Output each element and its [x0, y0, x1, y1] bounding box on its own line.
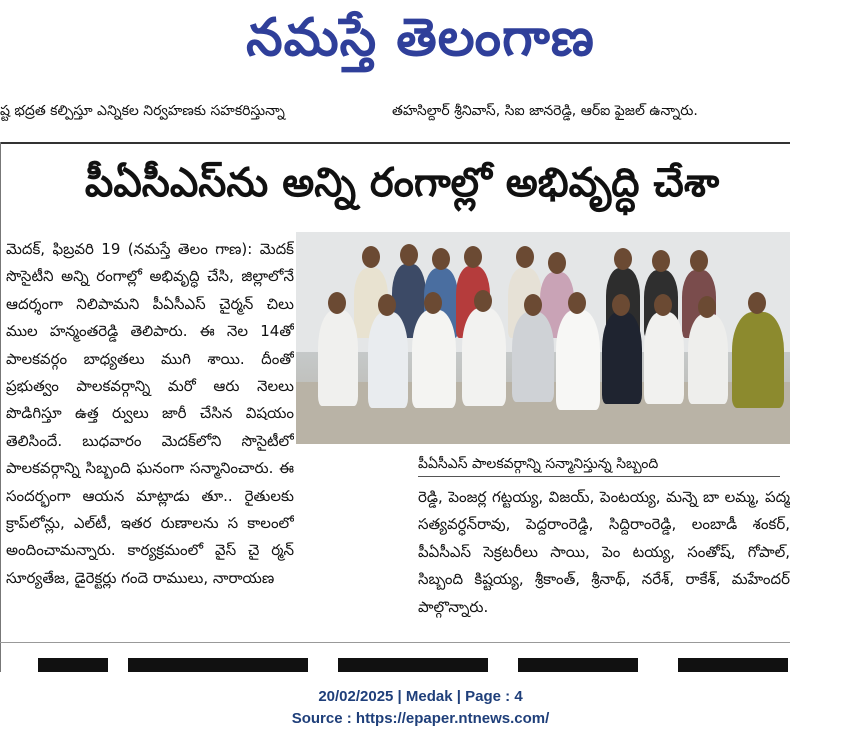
photo-person-head	[424, 292, 442, 314]
next-headline-cutoff	[38, 650, 788, 672]
photo-person-head	[748, 292, 766, 314]
cutoff-stroke	[518, 658, 638, 672]
article-body-right: రెడ్డి, పెంజర్ల గట్టయ్య, విజయ్, పెంటయ్య, మన్నె బా లమ్మ, పద్మ సత్యవర్ధన్‌రావు, పెద్దరాంరెడ్డి, సిద్దిరాంరెడ్డి, లంబాడీ శంకర్, పీఏసీఎస్ సెక్రటరీలు సాయి, పెం టయ్య, సంతోష్, గోపాల్, సిబ్బంది కిష్టయ్య, శ్రీకాంత్, శ్రీనాథ్, నరేశ్, రాకేశ్, మహేందర్ పాల్గొన్నారు.	[418, 488, 790, 616]
masthead	[0, 0, 841, 88]
photo-person-head	[614, 248, 632, 270]
photo-person-head	[568, 292, 586, 314]
photo-person-head	[432, 248, 450, 270]
photo-person	[512, 312, 554, 402]
photo-person	[368, 312, 408, 408]
photo-person-head	[378, 294, 396, 316]
cutoff-stroke	[338, 658, 488, 672]
photo-person-head	[362, 246, 380, 268]
photo-person	[644, 312, 684, 404]
article-photo	[296, 232, 790, 444]
article-body-left: మెదక్, ఫిబ్రవరి 19 (నమస్తే తెలం గాణ): మెదక్ సొసైటీని అన్ని రంగాల్లో అభివృద్ధి చేసి, జిల్లాలోనే ఆదర్శంగా నిలిపామని పీఏసీఎస్ చైర్మన్ చిలు ముల హన్మంతరెడ్డి తెలిపారు. ఈ నెల 14తో పాలకవర్గం బాధ్యతలు ముగి శాయి. దీంతో ప్రభుత్వం పాలకవర్గాన్ని మరో ఆరు నెలలు పొడిగిస్తూ ఉత్త ర్వులు జారీ చేసిన విషయం తెలిసిందే. బుధవారం మెదక్‌లోని సొసైటీలో పాలకవర్గాన్ని సిబ్బంది ఘనంగా సన్మానించారు. ఈ సందర్భంగా ఆయన మాట్లాడు తూ.. రైతులకు క్రాప్‌లోన్లు, ఎల్‌టీ, ఇతర రుణాలను స కాలంలో అందించామన్నారు. కార్యక్రమంలో వైస్ చై ర్మన్ సూర్యతేజ, డైరెక్టర్లు గందె రాములు, నారాయణ	[6, 240, 294, 587]
photo-person	[318, 310, 358, 406]
source-link[interactable]: Source : https://epaper.ntnews.com/	[291, 710, 550, 727]
photo-person-head	[328, 292, 346, 314]
photo-person-head	[548, 252, 566, 274]
photo-person-head	[516, 246, 534, 268]
photo-person	[556, 310, 600, 410]
article-headline: పీఏసీఎస్‌ను అన్ని రంగాల్లో అభివృద్ధి చేశా	[84, 160, 720, 206]
bottom-divider	[0, 642, 790, 643]
ticker-left-text: ష్ట భద్రత కల్పిస్తూ ఎన్నికల నిర్వహణకు సహకరిస్తున్నా	[0, 103, 285, 119]
photo-person	[732, 312, 784, 408]
photo-person	[602, 312, 642, 404]
photo-person-head	[690, 250, 708, 272]
cutoff-stroke	[38, 658, 108, 672]
photo-caption: పీఏసీఎస్ పాలకవర్గాన్ని సన్మానిస్తున్న సిబ్బంది	[418, 456, 659, 472]
photo-person-head	[474, 290, 492, 312]
photo-person-head	[654, 294, 672, 316]
cutoff-stroke	[678, 658, 788, 672]
column-divider-left	[0, 142, 1, 672]
photo-person-head	[524, 294, 542, 316]
photo-person-head	[464, 246, 482, 268]
photo-person-head	[652, 250, 670, 272]
cutoff-stroke	[128, 658, 308, 672]
ticker-line	[0, 100, 841, 122]
photo-person	[462, 308, 506, 406]
photo-person-head	[612, 294, 630, 316]
caption-underline	[418, 476, 780, 477]
photo-person	[688, 314, 728, 404]
photo-person-head	[400, 244, 418, 266]
photo-person	[412, 310, 456, 408]
edition-dateline: 20/02/2025 | Medak | Page : 4	[318, 688, 523, 705]
top-divider	[0, 142, 790, 144]
photo-person-head	[698, 296, 716, 318]
page-footer	[0, 686, 841, 730]
newspaper-title: నమస్తే తెలంగాణ	[246, 8, 595, 68]
ticker-right-text: తహసిల్దార్ శ్రీనివాస్, సిఐ జానరెడ్డి, ఆర్ఐ ఫైజల్ ఉన్నారు.	[392, 103, 698, 119]
